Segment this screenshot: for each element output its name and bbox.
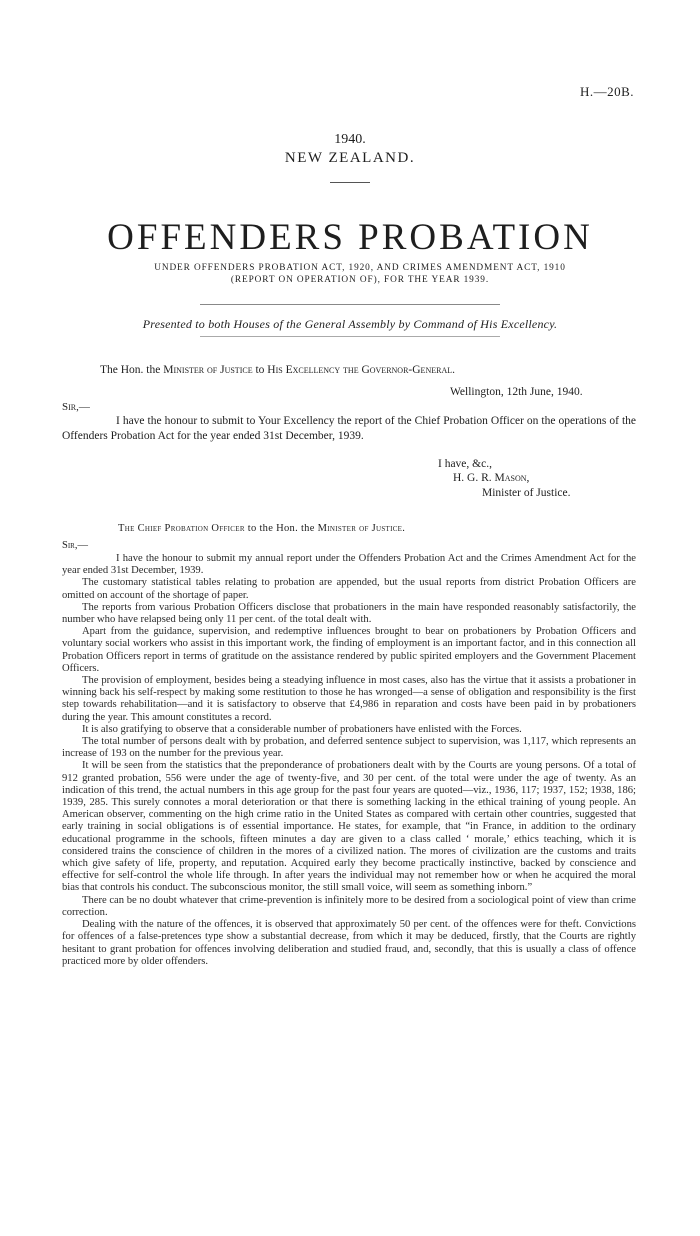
- report-body: [62, 553, 636, 968]
- letter1-address-from: Minister of Justice: [163, 364, 253, 376]
- divider-top: [200, 304, 500, 305]
- report-paragraph: The customary statistical tables relating to probation are appended, but the usual reports from district Probation Officers are omitted on account of the shortage of paper.: [62, 577, 636, 601]
- report-paragraph: It is also gratifying to observe that a considerable number of probationers have enlisted with the Forces.: [82, 723, 522, 735]
- report-paragraph: The total number of persons dealt with by probation, and deferred sentence subject to supervision, was 1,117, which represents an increase of 193 on the number for the previous year.: [62, 736, 636, 760]
- subtitle: [80, 262, 640, 286]
- subtitle-line-1: UNDER OFFENDERS PROBATION ACT, 1920, AND CRIMES AMENDMENT ACT, 1910: [154, 263, 566, 273]
- letter2-address-to: Minister of Justice.: [317, 523, 406, 534]
- report-paragraph: It will be seen from the statistics that the preponderance of probationers dealt with by the Courts are young persons. Of a total of 912 granted probation, 556 were under the age of twenty-five, and 30 per cent. of the total were under the age of twenty. As an indication of this trend, the actual numbers in this age group for the past four years are quoted—viz., 1936, 117; 1937, 152; 1938, 186; 1939, 285. This surely connotes a moral deterioration or that there is something lacking in the ethical training of young people. An American observer, commenting on the high crime ratio in the United States as compared with certain other countries, suggested that early training in social obligations is of essential importance. He states, for example, that “in France, in addition to the ordinary educational programme in the schools, fifteen minutes a day are given to a class called ‘ morale,’ ethics teaching, which it is considered trains the conscience of children in the mores of a civilized nation. The mores of civilization are the customs and traits which give safety of life, property, and reputation. Acquired early they become practically instinctive, backed by conscience and effective for self-control the whole life through. In after years the individual may not remember how or when he acquired the moral bias that controls his conduct. The subconscious monitor, the still small voice, will seem as something inborn.”: [62, 760, 636, 894]
- letter1-signature: H. G. R. Mason,: [453, 472, 530, 484]
- subtitle-line-2: (REPORT ON OPERATION OF), FOR THE YEAR 1939.: [230, 275, 490, 285]
- report-paragraph: The reports from various Probation Officers disclose that probationers in the main have responded reasonably satisfactorily, the number who have relapsed being only 11 per cent. of the total dealt with.: [62, 601, 636, 626]
- letter2-salutation: Sir,—: [62, 540, 88, 551]
- letter1-closing: I have, &c.,: [438, 458, 492, 470]
- letter2-address-to-word: to the Hon. the: [247, 523, 315, 534]
- divider-bottom: [200, 336, 500, 337]
- letter1-address-to: His Excellency the Governor-General.: [267, 364, 455, 376]
- parliamentary-paper-reference: H.—20B.: [579, 84, 634, 99]
- presented-statement: Presented to both Houses of the General Assembly by Command of His Excellency.: [142, 317, 558, 331]
- letter1-body: I have the honour to submit to Your Excellency the report of the Chief Probation Officer on the operations of the Offenders Probation Act for the year ended 31st December, 1939.: [62, 415, 636, 442]
- letter2-address-from: The Chief Probation Officer: [118, 523, 245, 534]
- report-paragraph: Apart from the guidance, supervision, and redemptive influences brought to bear on probationers by Probation Officers and voluntary social workers who assist in this important work, the finding of employment is an important factor, and in this connection all Probation Officers report in terms of gratitude on the assistance rendered by public spirited employers and the Government Placement Officers.: [62, 626, 636, 674]
- letter1-address-prefix: The Hon. the: [100, 364, 161, 376]
- letter1-dateline: Wellington, 12th June, 1940.: [450, 386, 583, 398]
- letter1-address-to-word: to: [255, 364, 265, 376]
- report-paragraph: I have the honour to submit my annual report under the Offenders Probation Act and the Crimes Amendment Act for the year ended 31st December, 1939.: [62, 553, 636, 577]
- letter1-salutation: Sir,—: [62, 401, 90, 413]
- letter1-position: Minister of Justice.: [482, 487, 571, 499]
- letter1-address-line: [100, 364, 455, 376]
- page-title: OFFENDERS PROBATION: [107, 217, 593, 258]
- document-year: 1940.: [334, 132, 366, 147]
- letter2-address-line: [118, 523, 405, 534]
- report-paragraph: The provision of employment, besides being a steadying influence in most cases, also has the virtue that it assists a probationer in winning back his self-respect by making some restitution to those he has wronged—a sense of obligation and responsibility is the first step towards rehabilitation—and it is satisfactory to observe that £4,986 in reparation and costs have been paid in by probationers during the year. This amount constitutes a record.: [62, 675, 636, 723]
- short-divider: [330, 182, 370, 183]
- country-heading: NEW ZEALAND.: [284, 150, 416, 166]
- report-paragraph: There can be no doubt whatever that crime-prevention is infinitely more to be desired from a sociological point of view than crime correction.: [62, 894, 636, 918]
- report-paragraph: Dealing with the nature of the offences, it is observed that approximately 50 per cent. of the offences were for theft. Convictions for offences of a false-pretences type show a substantial decrease, from which it may be deduced, firstly, that the Courts are rightly hesitant to grant probation for offences involving deliberation and studied fraud, and, secondly, that this is usually a class of offence practiced more by older offenders.: [62, 919, 636, 967]
